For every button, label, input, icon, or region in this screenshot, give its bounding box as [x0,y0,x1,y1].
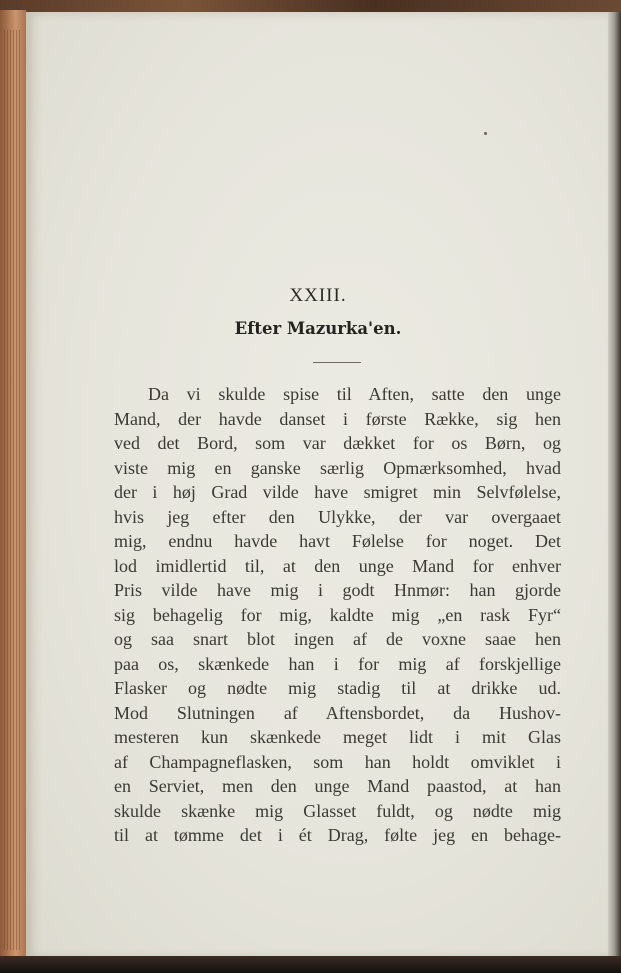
text-line: Flasker og nødte mig stadig til at drikke ud. [114,678,561,698]
text-line: hvis jeg efter den Ulykke, der var overgaaet [114,506,561,527]
book-top-edge [0,0,621,12]
title-divider [313,362,361,363]
text-line: der i høj Grad vilde have smigret min Selvfølelse, [114,482,561,502]
book-right-edge [608,12,621,958]
paper-speck [484,132,487,135]
text-line: viste mig en ganske særlig Opmærksomhed, hvad [114,457,561,478]
text-line: Pris vilde have mig i godt Hnmør: han gjorde [114,580,561,600]
text-line: skulde skænke mig Glasset fuldt, og nødte mig [114,800,561,821]
book-spine [0,10,26,960]
chapter-title: Efter Mazurka'en. [234,319,402,338]
chapter-number: XXIII. [289,285,347,306]
text-line: en Serviet, men den unge Mand paastod, at han [114,776,561,796]
text-line: sig behagelig for mig, kaldte mig „en rask Fyr“ [114,604,561,625]
text-line: paa os, skænkede han i for mig af forskjellige [114,653,561,674]
text-line: og saa snart blot ingen af de voxne saae hen [114,629,561,649]
text-line: Da vi skulde spise til Aften, satte den unge [148,384,561,404]
page-stack-lines [4,30,22,950]
book-bottom-edge [0,956,621,973]
text-line: af Champagneflasken, som han holdt omviklet i [114,751,561,772]
body-text [114,382,561,848]
text-line: til at tømme det i ét Drag, følte jeg en behage- [114,825,561,845]
text-line: lod imidlertid til, at den unge Mand for enhver [114,555,561,576]
text-line: mesteren kun skænkede meget lidt i mit Glas [114,727,561,747]
text-line: Mand, der havde danset i første Række, sig hen [114,408,561,429]
text-line: mig, endnu havde havt Følelse for noget. Det [114,531,561,551]
text-line: ved det Bord, som var dækket for os Børn, og [114,433,561,453]
text-line: Mod Slutningen af Aftensbordet, da Hushov- [114,702,561,723]
